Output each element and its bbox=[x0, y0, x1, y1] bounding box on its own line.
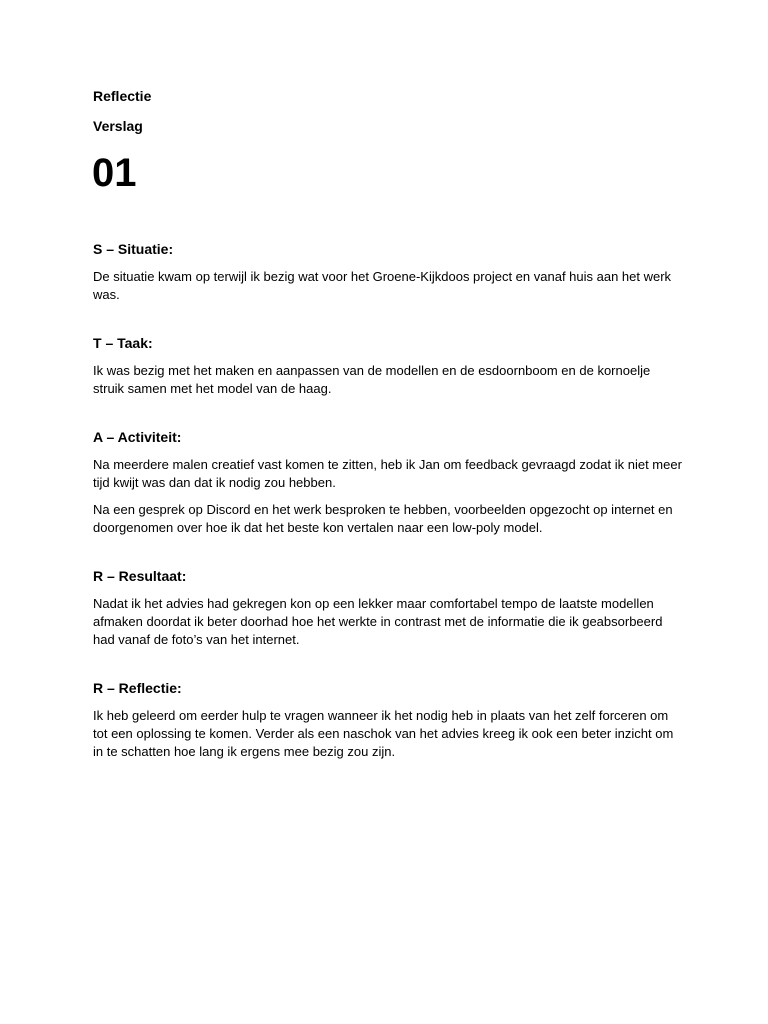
section-taak bbox=[93, 334, 683, 398]
section-paragraph: De situatie kwam op terwijl ik bezig wat voor het Groene-Kijkdoos project en vanaf huis aan het werk was. bbox=[93, 269, 672, 302]
section-paragraph: Na een gesprek op Discord en het werk besproken te hebben, voorbeelden opgezocht op internet en doorgenomen over hoe ik dat het beste kon vertalen naar een low-poly model. bbox=[93, 502, 673, 535]
section-resultaat bbox=[93, 567, 683, 649]
document-body bbox=[93, 240, 683, 791]
section-heading: S – Situatie: bbox=[93, 241, 174, 257]
section-situatie bbox=[93, 240, 683, 304]
document-label-verslag: Verslag bbox=[93, 118, 143, 134]
section-paragraph: Nadat ik het advies had gekregen kon op een lekker maar comfortabel tempo de laatste modellen afmaken doordat ik beter doorhad hoe het werkte in contrast met de informatie die ik geabsorbeerd had vanaf de foto’s van het internet. bbox=[93, 596, 663, 647]
section-paragraph: Ik heb geleerd om eerder hulp te vragen wanneer ik het nodig heb in plaats van het zelf forceren om tot een oplossing te komen. Verder als een naschok van het advies kreeg ik ook een beter inzicht om in te schatten hoe lang ik ergens mee bezig zou zijn. bbox=[93, 708, 674, 759]
section-heading: R – Resultaat: bbox=[93, 568, 187, 584]
section-reflectie bbox=[93, 679, 683, 761]
section-heading: A – Activiteit: bbox=[93, 429, 182, 445]
section-activiteit bbox=[93, 428, 683, 537]
section-paragraph: Na meerdere malen creatief vast komen te zitten, heb ik Jan om feedback gevraagd zodat ik niet meer tijd kwijt was dan dat ik nodig zou hebben. bbox=[93, 457, 682, 490]
document-number: 01 bbox=[92, 151, 137, 195]
document-label-reflectie: Reflectie bbox=[93, 88, 152, 104]
section-paragraph: Ik was bezig met het maken en aanpassen van de modellen en de esdoornboom en de kornoelje struik samen met het model van de haag. bbox=[93, 363, 651, 396]
section-heading: R – Reflectie: bbox=[93, 680, 182, 696]
section-heading: T – Taak: bbox=[93, 335, 153, 351]
